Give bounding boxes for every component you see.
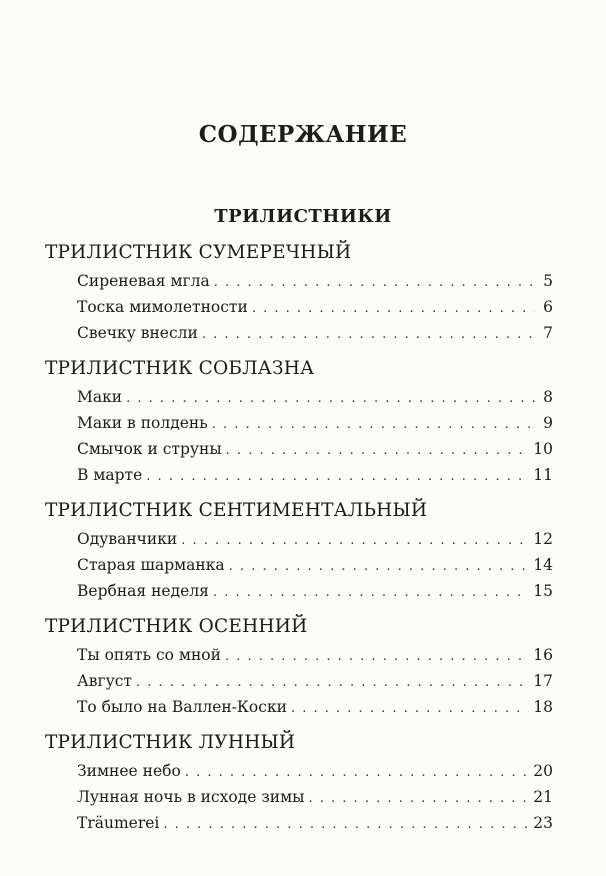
dot-leader (226, 438, 530, 464)
toc-entry (45, 294, 553, 320)
entry-title: Сиреневая мгла (77, 272, 210, 290)
toc-entry (45, 758, 553, 784)
dot-leader (252, 296, 535, 322)
entry-page: 15 (533, 582, 553, 600)
entry-title: Маки в полдень (77, 414, 208, 432)
dot-leader (146, 464, 529, 490)
toc-entry (45, 268, 553, 294)
entry-page: 10 (533, 440, 553, 458)
toc-section (45, 240, 553, 346)
dot-leader (181, 528, 529, 554)
entry-page: 21 (533, 788, 553, 806)
toc-entry (45, 410, 553, 436)
toc-section (45, 498, 553, 604)
section-heading: ТРИЛИСТНИК ЛУННЫЙ (45, 732, 296, 753)
entry-page: 23 (533, 814, 553, 832)
part-title: ТРИЛИСТНИКИ (214, 206, 392, 227)
entry-title: Лунная ночь в исходе зимы (77, 788, 305, 806)
toc-entry (45, 694, 553, 720)
toc-entry (45, 384, 553, 410)
toc-list (45, 240, 553, 836)
toc-entry (45, 642, 553, 668)
entry-page: 20 (533, 762, 553, 780)
toc-entry (45, 810, 553, 836)
toc-entry (45, 526, 553, 552)
toc-entry (45, 578, 553, 604)
dot-leader (212, 412, 535, 438)
entry-title: То было на Валлен-Коски (77, 698, 287, 716)
entry-page: 6 (543, 298, 553, 316)
entry-page: 12 (533, 530, 553, 548)
entry-page: 11 (533, 466, 553, 484)
entry-title: Ты опять со мной (77, 646, 221, 664)
entry-title: Вербная неделя (77, 582, 209, 600)
entry-title: Одуванчики (77, 530, 178, 548)
entry-page: 8 (543, 388, 553, 406)
dot-leader (185, 760, 529, 786)
toc-title: СОДЕРЖАНИЕ (198, 121, 408, 148)
entry-page: 9 (543, 414, 553, 432)
entry-page: 14 (533, 556, 553, 574)
dot-leader (163, 812, 529, 838)
entry-title: Маки (77, 388, 123, 406)
dot-leader (202, 322, 535, 348)
entry-title: Träumerei (77, 814, 160, 832)
entry-title: Зимнее небо (77, 762, 181, 780)
entry-title: Старая шарманка (77, 556, 225, 574)
dot-leader (213, 580, 529, 606)
dot-leader (136, 670, 529, 696)
dot-leader (214, 270, 535, 296)
toc-entry (45, 462, 553, 488)
entry-title: В марте (77, 466, 143, 484)
entry-page: 5 (543, 272, 553, 290)
toc-entry (45, 784, 553, 810)
dot-leader (309, 786, 530, 812)
dot-leader (126, 386, 535, 412)
toc-section (45, 356, 553, 488)
section-heading: ТРИЛИСТНИК СЕНТИМЕНТАЛЬНЫЙ (45, 500, 428, 521)
entry-page: 7 (543, 324, 553, 342)
toc-section (45, 614, 553, 720)
section-heading: ТРИЛИСТНИК СОБЛАЗНА (45, 358, 315, 379)
dot-leader (229, 554, 530, 580)
toc-entry (45, 320, 553, 346)
toc-entry (45, 668, 553, 694)
entry-title: Свечку внесли (77, 324, 198, 342)
entry-title: Смычок и струны (77, 440, 222, 458)
dot-leader (291, 696, 529, 722)
toc-section (45, 730, 553, 836)
section-heading: ТРИЛИСТНИК СУМЕРЕЧНЫЙ (45, 242, 352, 263)
entry-page: 17 (533, 672, 553, 690)
entry-page: 16 (533, 646, 553, 664)
toc-entry (45, 552, 553, 578)
entry-page: 18 (533, 698, 553, 716)
entry-title: Тоска мимолетности (77, 298, 248, 316)
dot-leader (225, 644, 529, 670)
entry-title: Август (77, 672, 132, 690)
section-heading: ТРИЛИСТНИК ОСЕННИЙ (45, 616, 308, 637)
toc-entry (45, 436, 553, 462)
